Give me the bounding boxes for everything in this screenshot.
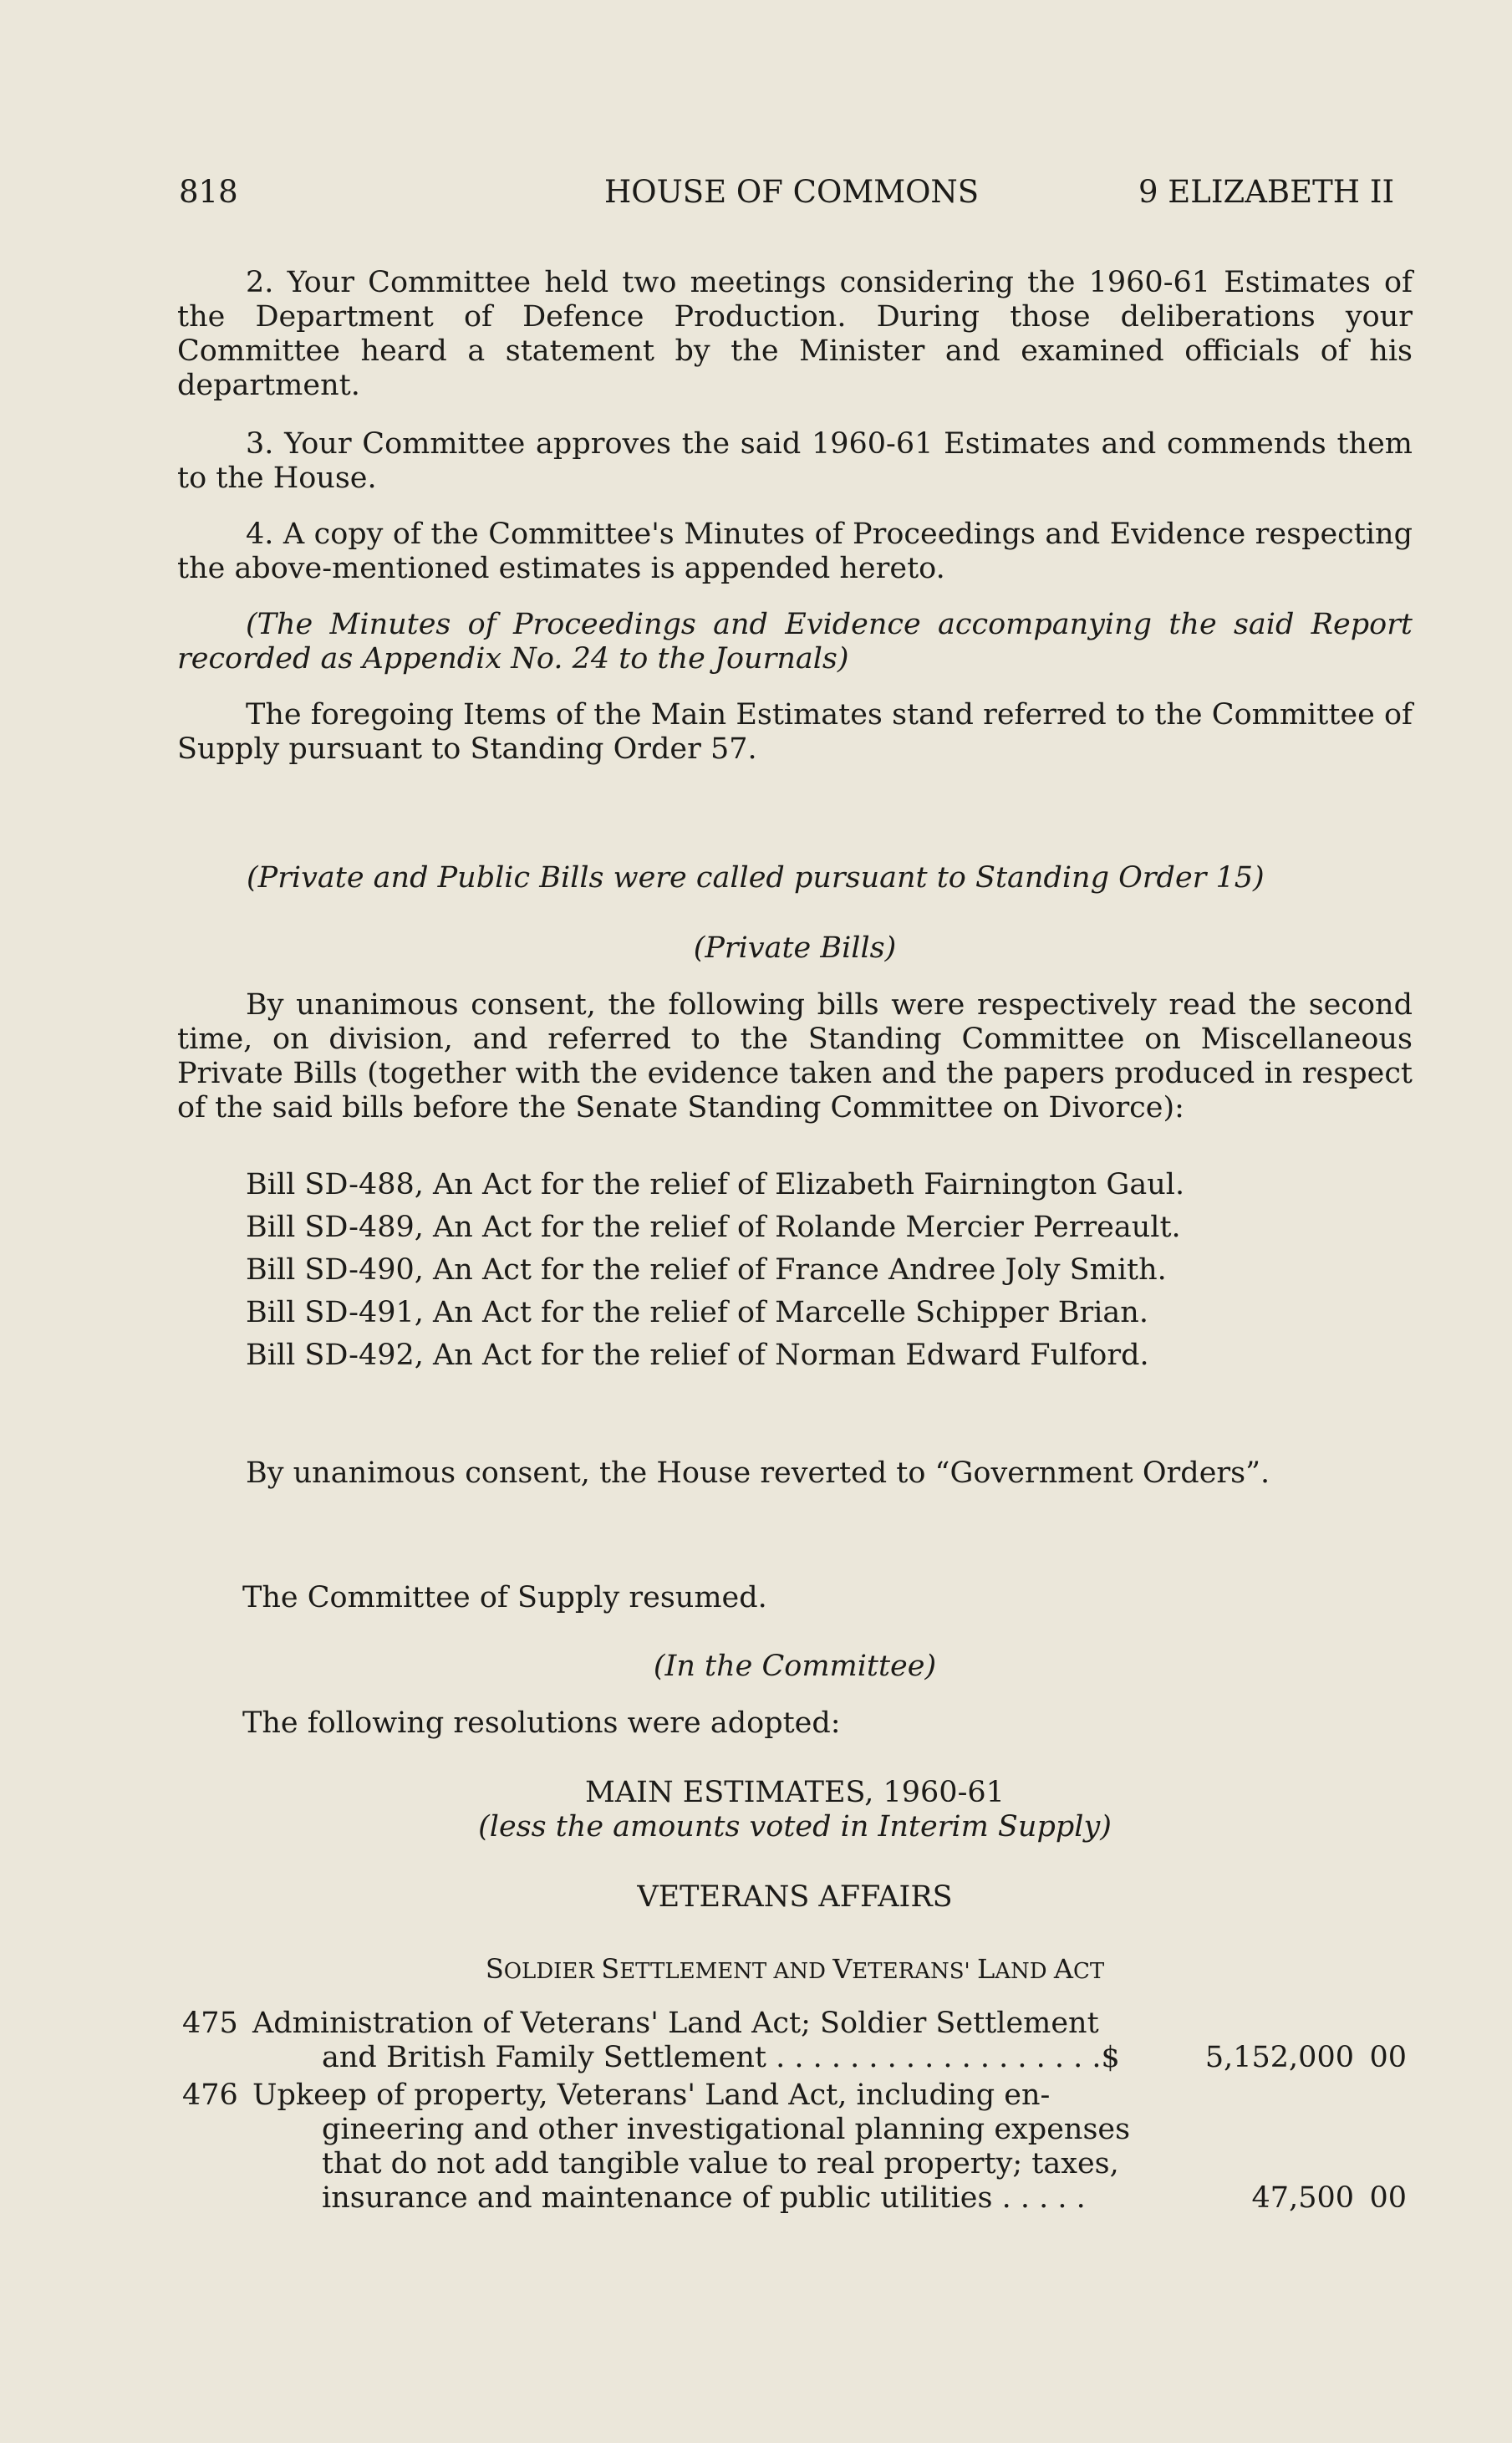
paragraph-3-text: 3. Your Committee approves the said 1960-61 Estimates and commends them to the House. <box>177 427 1413 495</box>
estimates-subtitle: (less the amounts voted in Interim Supply) <box>478 1810 1112 1844</box>
private-bills-heading: (Private Bills) <box>693 931 897 965</box>
foregoing-paragraph <box>177 698 1413 767</box>
paragraph-4-text: 4. A copy of the Committee's Minutes of Proceedings and Evidence respecting the above-mentioned estimates is appended hereto. <box>177 518 1413 585</box>
item-amount-dollars: 47,500 <box>1251 2181 1354 2215</box>
bill-item: Bill SD-492, An Act for the relief of Norman Edward Fulford. <box>246 1339 1149 1372</box>
paragraph-2-text: 2. Your Committee held two meetings considering the 1960-61 Estimates of the Department of Defence Production. During those deliberations your Committee heard a statement by the Minister and examined officials of his department. <box>177 266 1413 402</box>
item-line: that do not add tangible value to real property; taxes, <box>322 2147 1119 2180</box>
in-committee-heading: (In the Committee) <box>653 1650 937 1683</box>
item-number: 475 <box>182 2007 238 2040</box>
item-line: Upkeep of property, Veterans' Land Act, including en- <box>252 2078 1051 2112</box>
item-line: Administration of Veterans' Land Act; Soldier Settlement <box>252 2007 1099 2040</box>
bill-item: Bill SD-490, An Act for the relief of France Andree Joly Smith. <box>246 1253 1167 1287</box>
bills-called-note: (Private and Public Bills were called pursuant to Standing Order 15) <box>247 861 1265 895</box>
item-amount-dollars: 5,152,000 <box>1204 2041 1354 2074</box>
supply-resumed: The Committee of Supply resumed. <box>242 1581 767 1614</box>
paragraph-4 <box>177 518 1413 586</box>
running-title: HOUSE OF COMMONS <box>604 174 980 210</box>
session-label: 9 ELIZABETH II <box>1138 174 1395 210</box>
minutes-note <box>177 608 1413 676</box>
paragraph-3 <box>177 427 1413 496</box>
item-amount-cents: 00 <box>1369 2041 1407 2074</box>
section-subheading: SOLDIER SETTLEMENT AND VETERANS' LAND ACT <box>485 1953 1105 1985</box>
paragraph-2 <box>177 266 1413 403</box>
unanimous-bills-text: By unanimous consent, the following bills were respectively read the second time, on division, and referred to the Standing Committee on Miscellaneous Private Bills (together with the evidence taken and the papers produced in respect of the said bills before the Senate Standing Committee on Divorce): <box>177 988 1413 1125</box>
minutes-note-text: (The Minutes of Proceedings and Evidence accompanying the said Report recorded as Appendix No. 24 to the Journals) <box>177 608 1413 676</box>
department-heading: VETERANS AFFAIRS <box>637 1880 953 1914</box>
item-amount-cents: 00 <box>1369 2181 1407 2215</box>
unanimous-bills-paragraph <box>177 988 1413 1125</box>
bill-item: Bill SD-491, An Act for the relief of Marcelle Schipper Brian. <box>246 1296 1148 1329</box>
item-number: 476 <box>182 2078 238 2112</box>
bill-item: Bill SD-489, An Act for the relief of Rolande Mercier Perreault. <box>246 1211 1181 1244</box>
item-line: and British Family Settlement . . . . . . . . . . . . . . . . . .$ <box>322 2041 1120 2074</box>
foregoing-text: The foregoing Items of the Main Estimates stand referred to the Committee of Supply pursuant to Standing Order 57. <box>177 698 1413 766</box>
reverted-note: By unanimous consent, the House reverted to “Government Orders”. <box>246 1456 1270 1490</box>
bill-item: Bill SD-488, An Act for the relief of Elizabeth Fairnington Gaul. <box>246 1168 1185 1201</box>
item-line: gineering and other investigational planning expenses <box>322 2113 1131 2146</box>
resolutions-note: The following resolutions were adopted: <box>242 1706 841 1740</box>
page-number: 818 <box>179 174 238 210</box>
item-line: insurance and maintenance of public utilities . . . . . <box>322 2181 1086 2215</box>
estimates-title: MAIN ESTIMATES, 1960-61 <box>585 1776 1005 1809</box>
